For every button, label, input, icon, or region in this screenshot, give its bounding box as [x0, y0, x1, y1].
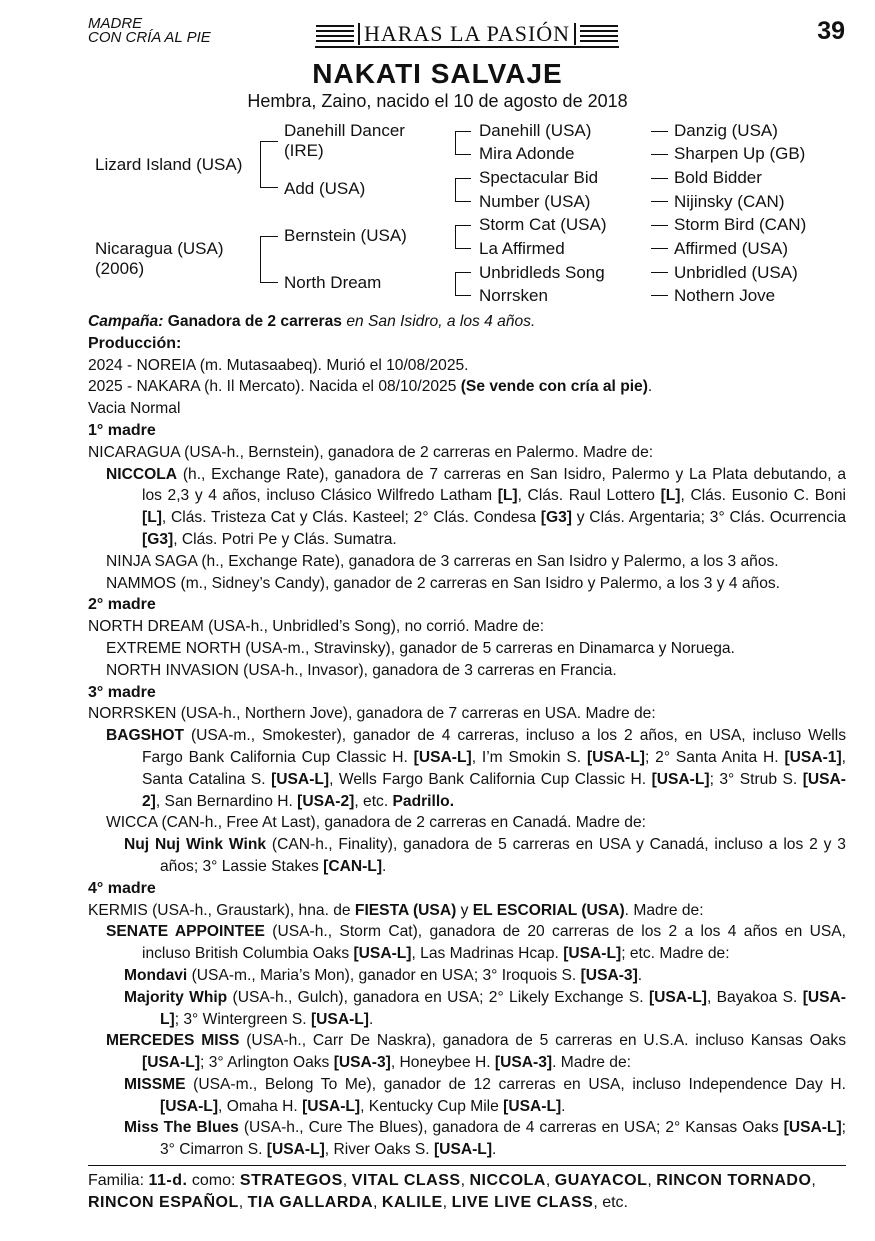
text: .: [561, 1097, 566, 1115]
grade: [USA-3]: [333, 1054, 391, 1072]
pedigree-gen4-6: Affirmed (USA): [674, 239, 788, 258]
offspring-name: MERCEDES MISS: [106, 1032, 240, 1050]
family-separator: ,: [460, 1172, 470, 1189]
dash-2: [651, 154, 668, 155]
bracket-g3-3: [455, 225, 456, 248]
category-line-2: CON CRÍA AL PIE: [88, 29, 211, 46]
text: , Clás. Eusonio C. Boni: [680, 487, 846, 505]
grade: [USA-3]: [580, 966, 638, 984]
campaign-result: Ganadora de 2 carreras: [167, 313, 342, 330]
bracket-dam-top: [260, 236, 278, 237]
grade: [USA-L]: [160, 1097, 219, 1115]
divider-left: [358, 23, 360, 45]
bracket-dam: [260, 236, 261, 283]
pedigree-dam-year: (2006): [95, 259, 145, 278]
grade: [USA-2]: [142, 770, 846, 810]
brand-name: HARAS LA PASIÓN: [363, 21, 571, 46]
offspring-name: Nuj Nuj Wink Wink: [124, 836, 267, 854]
grade: [USA-L]: [433, 1141, 493, 1159]
text: , Las Madrinas Hcap.: [411, 945, 564, 963]
text: , Clás. Raul Lottero: [517, 487, 661, 505]
pedigree-gen4-5: Storm Bird (CAN): [674, 215, 807, 234]
sire-note: Padrillo.: [392, 792, 455, 810]
pedigree-sire: Lizard Island (USA): [95, 155, 243, 174]
pedigree-gen2-3: Bernstein (USA): [284, 226, 407, 245]
grade: [USA-L]: [648, 988, 707, 1006]
family-separator: ,: [373, 1194, 382, 1211]
text: (USA-h., Gulch), ganadora en USA; 2° Likely Exchange S.: [227, 988, 649, 1006]
bracket-g3-4: [455, 272, 456, 295]
grade: [G3]: [540, 509, 572, 527]
offspring-name: Mondavi: [124, 966, 188, 984]
family-separator: ,: [342, 1172, 352, 1189]
text: (USA-h., Storm Cat), ganadora de 20 carreras de los 2 a los 4 años en USA, incluso British Columbia Oaks: [142, 923, 846, 963]
text: ; 3° Cimarron S.: [160, 1119, 846, 1159]
offspring-name: MISSME: [124, 1075, 186, 1093]
pedigree-dam: [95, 239, 224, 279]
dam2-intro: NORTH DREAM (USA-h., Unbridled’s Song), no corrió. Madre de:: [88, 618, 545, 636]
grade: [USA-L]: [160, 988, 846, 1028]
dam1-intro: NICARAGUA (USA-h., Bernstein), ganadora de 2 carreras en Palermo. Madre de:: [88, 443, 654, 461]
pedigree-gen4-4: Nijinsky (CAN): [674, 192, 785, 211]
grade: [USA-L]: [302, 1097, 361, 1115]
offspring-nammos: NAMMOS (m., Sidney’s Candy), ganador de 2 carreras en San Isidro y Palermo, a los 3 y 4 años.: [106, 574, 781, 592]
text: ; 3° Strub S.: [709, 770, 803, 788]
pedigree-gen3-7: Unbridleds Song: [479, 263, 605, 282]
offspring-ninja-saga: NINJA SAGA (h., Exchange Rate), ganadora de 3 carreras en San Isidro y Palermo, a los 3 años.: [106, 552, 779, 570]
pedigree-gen3-2: Mira Adonde: [479, 144, 575, 163]
bracket-sire: [260, 141, 261, 188]
offspring-miss-the-blues: [88, 1117, 846, 1161]
grade: [USA-L]: [503, 1097, 562, 1115]
grade: [USA-L]: [271, 770, 330, 788]
text: .: [369, 1010, 374, 1028]
offspring-name: Miss The Blues: [124, 1119, 239, 1137]
family-member-name: STRATEGOS: [239, 1172, 343, 1189]
pedigree-dam-name: Nicaragua (USA): [95, 239, 224, 258]
family-separator: ,: [811, 1172, 816, 1189]
production-status: Vacia Normal: [88, 400, 181, 418]
brand-logo: [315, 19, 619, 49]
dash-4: [651, 201, 668, 202]
dash-8: [651, 295, 668, 296]
pedigree-gen4-1: Danzig (USA): [674, 121, 778, 140]
offspring-senate-appointee: [88, 921, 846, 965]
family-member-name: GUAYACOL: [554, 1172, 648, 1189]
divider-right: [574, 23, 576, 45]
text: y Clás. Argentaria; 3° Clás. Ocurrencia: [571, 509, 846, 527]
grade: [USA-L]: [563, 945, 622, 963]
family-como: como:: [187, 1172, 240, 1189]
gen2-name-1: Danehill Dancer: [284, 121, 405, 140]
campaign-label: Campaña:: [88, 313, 164, 330]
offspring-name: NICCOLA: [106, 465, 178, 483]
offspring-majority-whip: [88, 987, 846, 1031]
bars-left-icon: [316, 24, 354, 44]
sibling-name: EL ESCORIAL (USA): [472, 901, 625, 919]
horse-name: NAKATI SALVAJE: [312, 58, 563, 89]
catalog-category: [88, 17, 211, 45]
text: , River Oaks S.: [324, 1141, 434, 1159]
offspring-bagshot: [88, 725, 846, 812]
offspring-name: SENATE APPOINTEE: [106, 923, 265, 941]
pedigree-gen4-7: Unbridled (USA): [674, 263, 798, 282]
grade: [CAN-L]: [323, 857, 383, 875]
production-2025-note: (Se vende con cría al pie): [460, 378, 648, 396]
production-2025-text: 2025 - NAKARA (h. Il Mercato). Nacida el 08/10/2025: [88, 378, 461, 396]
family-line: [88, 1170, 846, 1214]
family-member-name: RINCON ESPAÑOL: [88, 1194, 239, 1211]
family-separator: ,: [442, 1194, 452, 1211]
pedigree-gen3-3: Spectacular Bid: [479, 168, 599, 187]
text: , Omaha H.: [218, 1097, 303, 1115]
offspring-mercedes-miss: [88, 1030, 846, 1074]
family-member-name: KALILE: [381, 1194, 443, 1211]
text: (USA-m., Belong To Me), ganador de 12 carreras en USA, incluso Independence Day H.: [185, 1075, 846, 1093]
production-2025: [88, 376, 846, 398]
dam2-heading: 2° madre: [88, 596, 156, 614]
text: (h., Exchange Rate), ganadora de 7 carreras en San Isidro, Palermo y La Plata debutando, a los 2,3 y 4 años, incluso Clásico Wilfredo Latham: [142, 465, 846, 505]
text: , Santa Catalina S.: [142, 748, 846, 788]
page-number: 39: [817, 17, 845, 45]
pedigree-gen2-2: Add (USA): [284, 179, 366, 198]
grade: [USA-L]: [142, 1054, 201, 1072]
bracket-g3-4-bottom: [455, 295, 471, 296]
text: . Madre de:: [552, 1054, 631, 1072]
text: ; etc. Madre de:: [621, 945, 730, 963]
category-line-1: MADRE: [88, 15, 143, 32]
bracket-g3-1-top: [455, 131, 471, 132]
text: y: [456, 901, 473, 919]
bracket-dam-bottom: [260, 282, 278, 283]
grade: [USA-L]: [266, 1141, 325, 1159]
pedigree-gen3-8: Norrsken: [479, 286, 548, 305]
brand-underline: [315, 46, 619, 48]
text: , I’m Smokin S.: [471, 748, 587, 766]
grade: [G3]: [142, 530, 174, 548]
grade: [USA-2]: [297, 792, 355, 810]
bracket-g3-2: [455, 178, 456, 201]
gen2-name-1-suffix: (IRE): [284, 141, 324, 160]
grade: [L]: [497, 487, 518, 505]
family-member-name: RINCON TORNADO: [656, 1172, 812, 1189]
offspring-niccola: [88, 464, 846, 551]
offspring-wicca: WICCA (CAN-h., Free At Last), ganadora de 2 carreras en Canadá. Madre de:: [106, 814, 646, 832]
pedigree-gen4-3: Bold Bidder: [674, 168, 762, 187]
grade: [L]: [142, 509, 162, 527]
text: .: [492, 1141, 497, 1159]
offspring-mondavi: [88, 965, 846, 987]
bracket-sire-top: [260, 141, 278, 142]
pedigree-gen4-8: Nothern Jove: [674, 286, 776, 305]
grade: [USA-L]: [353, 945, 412, 963]
dash-5: [651, 225, 668, 226]
grade: [USA-L]: [651, 770, 710, 788]
family-member-name: TIA GALLARDA: [247, 1194, 373, 1211]
dash-6: [651, 248, 668, 249]
offspring-north-invasion: NORTH INVASION (USA-h., Invasor), ganadora de 3 carreras en Francia.: [106, 661, 617, 679]
text: , Wells Fargo Bank California Cup Classic H.: [329, 770, 652, 788]
dash-3: [651, 178, 668, 179]
grade: [USA-L]: [310, 1010, 369, 1028]
pedigree-gen2-4: North Dream: [284, 273, 382, 292]
grade: [L]: [660, 487, 681, 505]
offspring-extreme-north: EXTREME NORTH (USA-m., Stravinsky), ganador de 5 carreras en Dinamarca y Noruega.: [106, 639, 735, 657]
dam4-intro: [88, 900, 846, 922]
text: , San Bernardino H.: [155, 792, 298, 810]
text: , etc.: [354, 792, 393, 810]
pedigree-gen4-2: Sharpen Up (GB): [674, 144, 806, 163]
production-2025-end: .: [647, 378, 653, 396]
campaign-detail: en San Isidro, a los 4 años.: [346, 313, 536, 330]
family-member-name: VITAL CLASS: [351, 1172, 461, 1189]
family-separator: ,: [545, 1172, 555, 1189]
bracket-g3-2-bottom: [455, 201, 471, 202]
pedigree-gen3-1: Danehill (USA): [479, 121, 592, 140]
offspring-name: BAGSHOT: [106, 727, 184, 745]
sibling-name: FIESTA (USA): [354, 901, 457, 919]
text: . Madre de:: [624, 901, 704, 919]
family-end: , etc.: [593, 1194, 628, 1211]
text: , Honeybee H.: [390, 1054, 495, 1072]
pedigree-gen2-1: [284, 121, 405, 161]
text: KERMIS (USA-h., Graustark), hna. de: [88, 901, 355, 919]
dam3-heading: 3° madre: [88, 683, 156, 701]
text: , Bayakoa S.: [706, 988, 803, 1006]
text: (USA-h., Carr De Naskra), ganadora de 5 carreras en U.S.A. incluso Kansas Oaks: [239, 1032, 846, 1050]
family-label: Familia:: [88, 1172, 149, 1189]
family-member-name: NICCOLA: [469, 1172, 546, 1189]
text: (USA-h., Cure The Blues), ganadora de 4 carreras en USA; 2° Kansas Oaks: [238, 1119, 784, 1137]
grade: [USA-L]: [413, 748, 472, 766]
offspring-nuj-nuj-wink-wink: [88, 834, 846, 878]
family-separator: ,: [647, 1172, 657, 1189]
text: (CAN-h., Finality), ganadora de 5 carreras en USA y Canadá, incluso a los 2 y 3 años; 3° Lassie Stakes: [160, 836, 846, 875]
text: , Kentucky Cup Mile: [360, 1097, 504, 1115]
bracket-g3-4-top: [455, 272, 471, 273]
production-2024: 2024 - NOREIA (m. Mutasaabeq). Murió el 10/08/2025.: [88, 356, 469, 374]
text: ; 3° Wintergreen S.: [174, 1010, 311, 1028]
grade: [USA-3]: [494, 1054, 553, 1072]
dash-1: [651, 131, 668, 132]
grade: [USA-L]: [783, 1119, 842, 1137]
bracket-g3-3-top: [455, 225, 471, 226]
text: , Clás. Potri Pe y Clás. Sumatra.: [173, 530, 397, 548]
dam3-intro: NORRSKEN (USA-h., Northern Jove), ganadora de 7 carreras en USA. Madre de:: [88, 705, 656, 723]
bars-right-icon: [580, 24, 618, 44]
family-member-name: LIVE LIVE CLASS: [451, 1194, 594, 1211]
grade: [USA-1]: [784, 748, 842, 766]
family-divider: [88, 1165, 846, 1166]
family-code: 11-d.: [148, 1172, 188, 1189]
pedigree-gen3-4: Number (USA): [479, 192, 591, 211]
campaign: [88, 311, 846, 333]
text: (USA-m., Smokester), ganador de 4 carreras, incluso a los 2 años, en USA, incluso Wells Fargo Bank California Cup Classic H.: [142, 727, 846, 766]
text: (USA-m., Maria’s Mon), ganador en USA; 3° Iroquois S.: [187, 966, 581, 984]
text: .: [637, 966, 643, 984]
text: , Clás. Tristeza Cat y Clás. Kasteel; 2° Clás. Condesa: [161, 509, 541, 527]
dam4-heading: 4° madre: [88, 879, 156, 897]
bracket-g3-3-bottom: [455, 248, 471, 249]
bracket-g3-2-top: [455, 178, 471, 179]
offspring-name: Majority Whip: [124, 988, 228, 1006]
bracket-sire-bottom: [260, 187, 278, 188]
text: ; 3° Arlington Oaks: [200, 1054, 334, 1072]
pedigree-gen3-5: Storm Cat (USA): [479, 215, 607, 234]
catalog-body: [88, 311, 846, 1161]
text: .: [382, 857, 387, 875]
text: ; 2° Santa Anita H.: [644, 748, 785, 766]
horse-description: Hembra, Zaino, nacido el 10 de agosto de 2018: [247, 91, 628, 111]
dam1-heading: 1° madre: [88, 421, 156, 439]
family-separator: ,: [238, 1194, 248, 1211]
production-heading: Producción:: [88, 334, 182, 352]
dash-7: [651, 272, 668, 273]
bracket-g3-1: [455, 131, 456, 154]
grade: [USA-L]: [586, 748, 645, 766]
bracket-g3-1-bottom: [455, 154, 471, 155]
offspring-missme: [88, 1074, 846, 1118]
pedigree-gen3-6: La Affirmed: [479, 239, 565, 258]
